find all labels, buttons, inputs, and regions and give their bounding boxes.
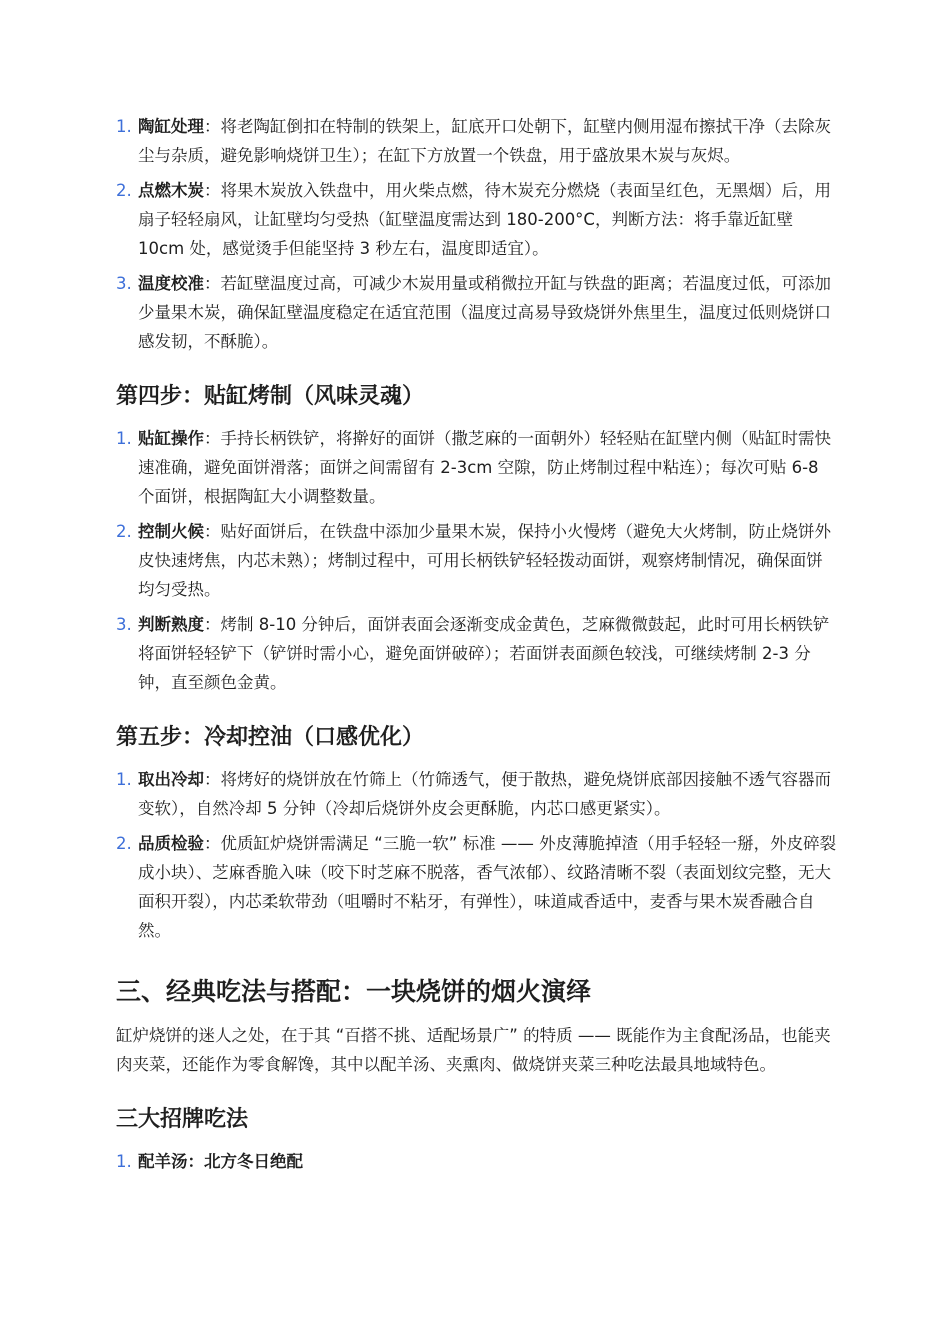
list-item bbox=[116, 829, 838, 945]
section3-heading: 三、经典吃法与搭配：一块烧饼的烟火演绎 bbox=[116, 977, 592, 1006]
list-item bbox=[116, 269, 838, 356]
list-item bbox=[116, 176, 838, 263]
list-item-title: 陶缸处理 bbox=[138, 117, 204, 136]
list-number: 2. bbox=[116, 181, 132, 200]
step5-list bbox=[116, 765, 838, 945]
list-item bbox=[116, 765, 838, 823]
list-item-title: 控制火候 bbox=[138, 522, 204, 541]
list-number: 3. bbox=[116, 615, 132, 634]
list-item bbox=[116, 610, 838, 697]
list-number: 1. bbox=[116, 1152, 132, 1171]
list-item bbox=[116, 1147, 838, 1176]
list-item-text: ：贴好面饼后，在铁盘中添加少量果木炭，保持小火慢烤（避免大火烤制，防止烧饼外皮快速烤焦，内芯未熟）；烤制过程中，可用长柄铁铲轻轻拨动面饼，观察烤制情况，确保面饼均匀受热。 bbox=[138, 522, 831, 599]
list-number: 3. bbox=[116, 274, 132, 293]
list-item-title: 配羊汤：北方冬日绝配 bbox=[138, 1152, 303, 1171]
step3-list bbox=[116, 112, 838, 356]
list-item-title: 贴缸操作 bbox=[138, 429, 204, 448]
list-number: 1. bbox=[116, 117, 132, 136]
list-item-text: ：烤制 8-10 分钟后，面饼表面会逐渐变成金黄色，芝麻微微鼓起，此时可用长柄铁铲将面饼轻轻铲下（铲饼时需小心，避免面饼破碎）；若面饼表面颜色较浅，可继续烤制 2-3 分钟，直至颜色金黄。 bbox=[138, 615, 830, 692]
list-item-title: 温度校准 bbox=[138, 274, 204, 293]
step5-heading: 第五步：冷却控油（口感优化） bbox=[116, 725, 425, 750]
signature-methods-list bbox=[116, 1147, 838, 1176]
section3-intro: 缸炉烧饼的迷人之处，在于其 “百搭不挑、适配场景广” 的特质 —— 既能作为主食配汤品，也能夹肉夹菜，还能作为零食解馋，其中以配羊汤、夹熏肉、做烧饼夹菜三种吃法最具地域特色。 bbox=[116, 1026, 831, 1074]
section3-subheading: 三大招牌吃法 bbox=[116, 1107, 249, 1132]
list-item-title: 品质检验 bbox=[138, 834, 204, 853]
list-item-text: ：将果木炭放入铁盘中，用火柴点燃，待木炭充分燃烧（表面呈红色，无黑烟）后，用扇子轻轻扇风，让缸壁均匀受热（缸壁温度需达到 180-200°C，判断方法：将手靠近缸壁 10cm 处，感觉烫手但能坚持 3 秒左右，温度即适宜）。 bbox=[138, 181, 831, 258]
list-item-title: 点燃木炭 bbox=[138, 181, 204, 200]
list-number: 2. bbox=[116, 834, 132, 853]
list-item bbox=[116, 517, 838, 604]
list-item-title: 判断熟度 bbox=[138, 615, 204, 634]
list-item-title: 取出冷却 bbox=[138, 770, 204, 789]
list-number: 2. bbox=[116, 522, 132, 541]
list-number: 1. bbox=[116, 429, 132, 448]
step4-list bbox=[116, 424, 838, 697]
document-page bbox=[116, 112, 838, 1176]
list-item-text: ：若缸壁温度过高，可减少木炭用量或稍微拉开缸与铁盘的距离；若温度过低，可添加少量果木炭，确保缸壁温度稳定在适宜范围（温度过高易导致烧饼外焦里生，温度过低则烧饼口感发韧，不酥脆）。 bbox=[138, 274, 831, 351]
list-item-text: ：优质缸炉烧饼需满足 “三脆一软” 标准 —— 外皮薄脆掉渣（用手轻轻一掰，外皮碎裂成小块）、芝麻香脆入味（咬下时芝麻不脱落，香气浓郁）、纹路清晰不裂（表面划纹完整，无大面积开裂），内芯柔软带劲（咀嚼时不粘牙，有弹性），味道咸香适中，麦香与果木炭香融合自然。 bbox=[138, 834, 837, 940]
step4-heading: 第四步：贴缸烤制（风味灵魂） bbox=[116, 384, 425, 409]
list-item-text: ：手持长柄铁铲，将擀好的面饼（撒芝麻的一面朝外）轻轻贴在缸壁内侧（贴缸时需快速准确，避免面饼滑落；面饼之间需留有 2-3cm 空隙，防止烤制过程中粘连）；每次可贴 6-8 个面饼，根据陶缸大小调整数量。 bbox=[138, 429, 831, 506]
list-item bbox=[116, 424, 838, 511]
list-item bbox=[116, 112, 838, 170]
list-item-text: ：将老陶缸倒扣在特制的铁架上，缸底开口处朝下，缸壁内侧用湿布擦拭干净（去除灰尘与杂质，避免影响烧饼卫生）；在缸下方放置一个铁盘，用于盛放果木炭与灰烬。 bbox=[138, 117, 831, 165]
list-number: 1. bbox=[116, 770, 132, 789]
list-item-text: ：将烤好的烧饼放在竹筛上（竹筛透气，便于散热，避免烧饼底部因接触不透气容器而变软），自然冷却 5 分钟（冷却后烧饼外皮会更酥脆，内芯口感更紧实）。 bbox=[138, 770, 831, 818]
